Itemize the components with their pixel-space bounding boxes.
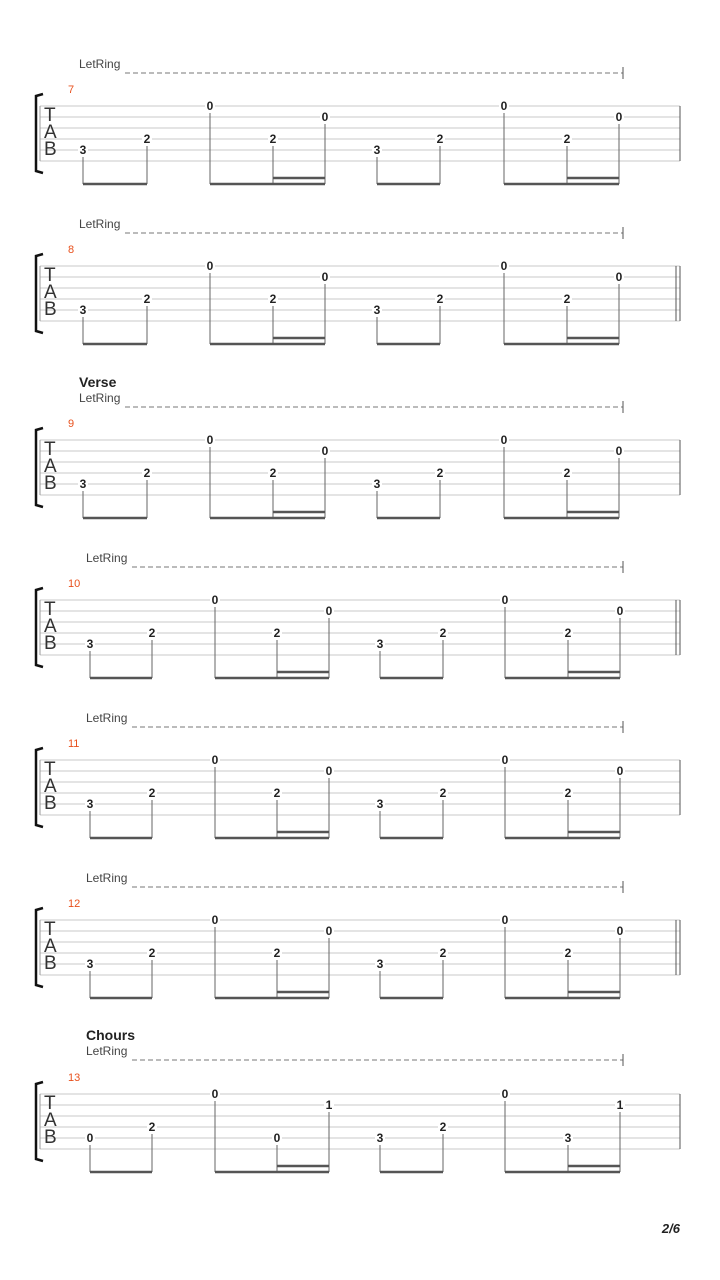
fret-number: 0	[615, 444, 623, 458]
tab-clef-letter: A	[44, 282, 57, 303]
fret-number: 0	[321, 444, 329, 458]
fret-number: 0	[273, 1131, 281, 1145]
page-number: 2/6	[661, 1221, 680, 1236]
letring-label: LetRing	[86, 551, 128, 565]
measure-number: 8	[68, 244, 75, 256]
fret-number: 2	[436, 466, 444, 480]
fret-number: 2	[273, 626, 281, 640]
letring-label: LetRing	[79, 391, 121, 405]
measure-number: 13	[68, 1072, 81, 1084]
fret-number: 2	[563, 292, 571, 306]
tab-clef-letter: B	[44, 473, 57, 494]
fret-number: 0	[616, 924, 624, 938]
fret-number: 0	[500, 99, 508, 113]
measure-number: 11	[68, 738, 80, 750]
fret-number: 2	[148, 786, 156, 800]
fret-number: 3	[373, 143, 381, 157]
fret-number: 3	[79, 143, 87, 157]
measure-number: 9	[68, 418, 75, 430]
fret-number: 2	[148, 1120, 156, 1134]
fret-number: 2	[143, 292, 151, 306]
fret-number: 3	[79, 303, 87, 317]
fret-number: 0	[211, 753, 219, 767]
fret-number: 0	[500, 433, 508, 447]
letring-label: LetRing	[86, 711, 128, 725]
tab-clef-letter: B	[44, 1127, 57, 1148]
tab-clef-letter: B	[44, 299, 57, 320]
fret-number: 3	[564, 1131, 572, 1145]
fret-number: 0	[206, 433, 214, 447]
fret-number: 0	[211, 593, 219, 607]
tab-clef-letter: T	[44, 599, 56, 620]
fret-number: 0	[501, 1087, 509, 1101]
fret-number: 2	[564, 946, 572, 960]
fret-number: 0	[501, 753, 509, 767]
fret-number: 0	[615, 110, 623, 124]
letring-label: LetRing	[79, 217, 121, 231]
measure-number: 10	[68, 578, 81, 590]
fret-number: 0	[206, 259, 214, 273]
tab-clef-letter: A	[44, 776, 57, 797]
fret-number: 0	[325, 924, 333, 938]
tab-clef-letter: B	[44, 139, 57, 160]
fret-number: 2	[269, 466, 277, 480]
fret-number: 2	[143, 466, 151, 480]
fret-number: 2	[148, 626, 156, 640]
fret-number: 2	[148, 946, 156, 960]
fret-number: 3	[373, 477, 381, 491]
tab-clef-letter: T	[44, 105, 56, 126]
fret-number: 3	[79, 477, 87, 491]
fret-number: 2	[439, 626, 447, 640]
fret-number: 3	[86, 957, 94, 971]
fret-number: 1	[325, 1098, 333, 1112]
fret-number: 3	[376, 637, 384, 651]
tab-clef-letter: B	[44, 953, 57, 974]
tab-clef-letter: A	[44, 456, 57, 477]
measure-number: 12	[68, 898, 81, 910]
fret-number: 2	[143, 132, 151, 146]
fret-number: 2	[273, 946, 281, 960]
tab-clef-letter: T	[44, 265, 56, 286]
tab-clef-letter: A	[44, 122, 57, 143]
fret-number: 2	[269, 132, 277, 146]
fret-number: 2	[563, 132, 571, 146]
fret-number: 3	[376, 1131, 384, 1145]
tab-clef-letter: A	[44, 1110, 57, 1131]
tab-clef-letter: A	[44, 936, 57, 957]
fret-number: 2	[436, 292, 444, 306]
fret-number: 0	[501, 913, 509, 927]
fret-number: 3	[376, 957, 384, 971]
section-heading: Chours	[86, 1027, 135, 1043]
fret-number: 2	[436, 132, 444, 146]
fret-number: 0	[500, 259, 508, 273]
letring-label: LetRing	[79, 57, 121, 71]
fret-number: 2	[439, 946, 447, 960]
fret-number: 0	[615, 270, 623, 284]
fret-number: 2	[439, 786, 447, 800]
fret-number: 2	[269, 292, 277, 306]
fret-number: 3	[376, 797, 384, 811]
tab-clef-letter: A	[44, 616, 57, 637]
fret-number: 2	[439, 1120, 447, 1134]
letring-label: LetRing	[86, 1044, 128, 1058]
section-heading: Verse	[79, 374, 117, 390]
fret-number: 0	[86, 1131, 94, 1145]
fret-number: 0	[325, 764, 333, 778]
tab-clef-letter: T	[44, 439, 56, 460]
fret-number: 0	[321, 110, 329, 124]
letring-label: LetRing	[86, 871, 128, 885]
fret-number: 1	[616, 1098, 624, 1112]
fret-number: 0	[616, 764, 624, 778]
tab-clef-letter: T	[44, 759, 56, 780]
fret-number: 2	[273, 786, 281, 800]
fret-number: 0	[501, 593, 509, 607]
fret-number: 0	[211, 1087, 219, 1101]
fret-number: 3	[86, 797, 94, 811]
fret-number: 0	[206, 99, 214, 113]
measure-number: 7	[68, 84, 75, 96]
fret-number: 3	[373, 303, 381, 317]
tab-clef-letter: T	[44, 919, 56, 940]
fret-number: 0	[616, 604, 624, 618]
tab-clef-letter: B	[44, 633, 57, 654]
tab-clef-letter: B	[44, 793, 57, 814]
fret-number: 0	[321, 270, 329, 284]
fret-number: 0	[211, 913, 219, 927]
fret-number: 2	[564, 786, 572, 800]
fret-number: 0	[325, 604, 333, 618]
tab-clef-letter: T	[44, 1093, 56, 1114]
fret-number: 3	[86, 637, 94, 651]
fret-number: 2	[563, 466, 571, 480]
fret-number: 2	[564, 626, 572, 640]
